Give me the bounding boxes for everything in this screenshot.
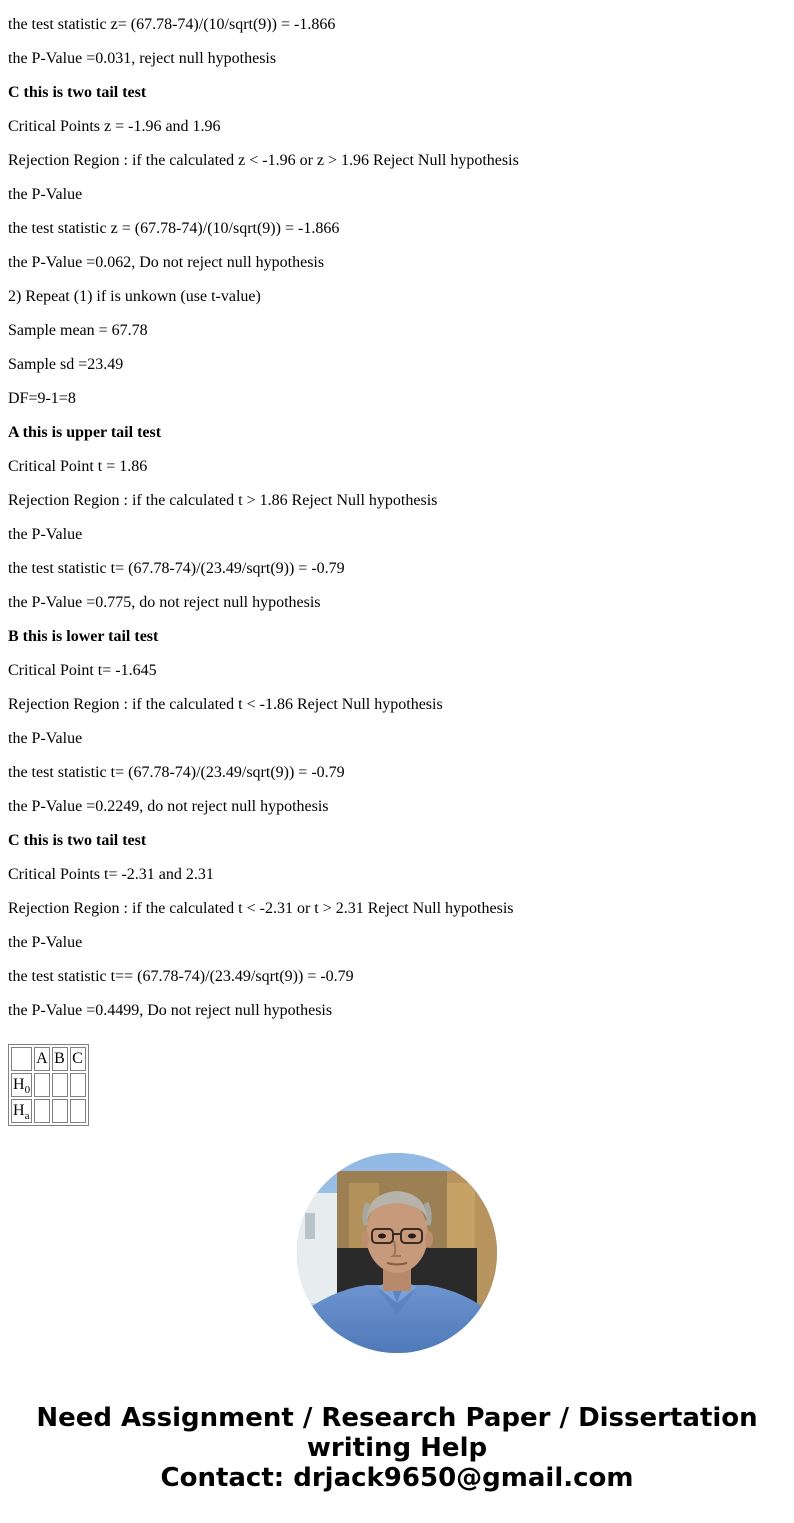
table-cell (52, 1073, 68, 1097)
footer-banner (0, 1403, 794, 1493)
table-row (11, 1073, 86, 1097)
table-row (11, 1099, 86, 1123)
solution-line: the P-Value (8, 186, 83, 203)
solution-line: Rejection Region : if the calculated t > 1.86 Reject Null hypothesis (8, 492, 438, 509)
avatar-portrait-image (297, 1153, 497, 1353)
row-label-ha (11, 1099, 32, 1123)
section-heading: A this is upper tail test (8, 424, 162, 441)
solution-line: 2) Repeat (1) if is unkown (use t-value) (8, 288, 261, 305)
solution-line: the test statistic z= (67.78-74)/(10/sqrt(9)) = -1.866 (8, 16, 336, 33)
section-heading: C this is two tail test (8, 832, 147, 849)
solution-line: the test statistic z = (67.78-74)/(10/sqrt(9)) = -1.866 (8, 220, 340, 237)
solution-line: DF=9-1=8 (8, 390, 76, 407)
hypothesis-table (8, 1044, 89, 1126)
solution-line: the P-Value =0.4499, Do not reject null hypothesis (8, 1002, 333, 1019)
solution-line: the P-Value =0.775, do not reject null hypothesis (8, 594, 321, 611)
solution-line: the P-Value (8, 934, 83, 951)
solution-line: Sample mean = 67.78 (8, 322, 148, 339)
table-cell (34, 1073, 50, 1097)
solution-content (8, 16, 786, 1126)
solution-line: the P-Value =0.062, Do not reject null hypothesis (8, 254, 325, 271)
row-label-h0 (11, 1073, 32, 1097)
solution-line: the P-Value =0.2249, do not reject null hypothesis (8, 798, 329, 815)
solution-line: Rejection Region : if the calculated t < -2.31 or t > 2.31 Reject Null hypothesis (8, 900, 514, 917)
table-cell (34, 1099, 50, 1123)
solution-line: Critical Point t= -1.645 (8, 662, 157, 679)
solution-line: Rejection Region : if the calculated z < -1.96 or z > 1.96 Reject Null hypothesis (8, 152, 519, 169)
row-label-base: H (13, 1102, 25, 1119)
table-cell (70, 1073, 86, 1097)
section-heading: C this is two tail test (8, 84, 147, 101)
solution-line: the test statistic t= (67.78-74)/(23.49/sqrt(9)) = -0.79 (8, 560, 345, 577)
footer-line-2: writing Help (306, 1433, 488, 1463)
solution-lines (8, 16, 786, 1036)
solution-line: the test statistic t= (67.78-74)/(23.49/sqrt(9)) = -0.79 (8, 764, 345, 781)
solution-line: Critical Points z = -1.96 and 1.96 (8, 118, 221, 135)
table-header-cell (11, 1047, 32, 1071)
table-header-cell: B (52, 1047, 68, 1071)
author-avatar (297, 1153, 497, 1353)
solution-line: Sample sd =23.49 (8, 356, 124, 373)
solution-line: the P-Value (8, 526, 83, 543)
table-header-row (11, 1047, 86, 1071)
table-cell (52, 1099, 68, 1123)
solution-line: Rejection Region : if the calculated t < -1.86 Reject Null hypothesis (8, 696, 443, 713)
table-header-cell: C (70, 1047, 86, 1071)
row-label-sub: 0 (24, 1084, 31, 1097)
solution-line: the test statistic t== (67.78-74)/(23.49/sqrt(9)) = -0.79 (8, 968, 354, 985)
row-label-sub: a (24, 1110, 30, 1123)
footer-contact: Contact: drjack9650@gmail.com (160, 1463, 634, 1493)
solution-line: the P-Value (8, 730, 83, 747)
section-heading: B this is lower tail test (8, 628, 159, 645)
solution-line: Critical Points t= -2.31 and 2.31 (8, 866, 214, 883)
table-header-cell: A (34, 1047, 50, 1071)
row-label-base: H (13, 1076, 25, 1093)
solution-line: the P-Value =0.031, reject null hypothesis (8, 50, 277, 67)
table-cell (70, 1099, 86, 1123)
footer-line-1: Need Assignment / Research Paper / Dissertation (36, 1403, 758, 1433)
solution-line: Critical Point t = 1.86 (8, 458, 148, 475)
